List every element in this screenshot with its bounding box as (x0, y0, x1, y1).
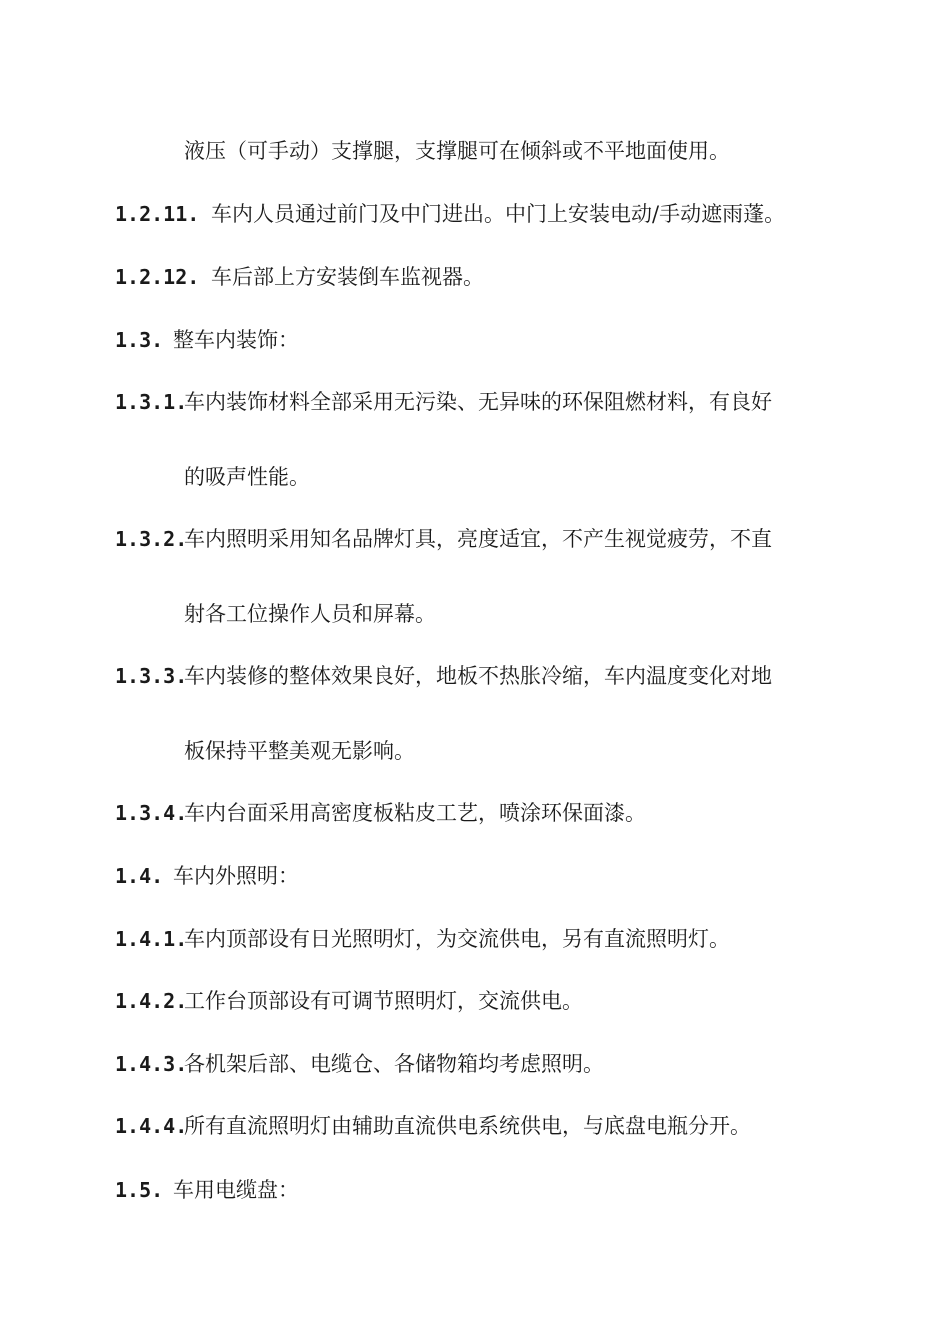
clause-number: 1.4.2. (115, 989, 188, 1013)
clause-1-3-4 (115, 798, 646, 828)
section-heading-1-3 (115, 325, 299, 355)
line-text: 的吸声性能。 (184, 465, 310, 489)
clause-1-3-3 (115, 661, 772, 691)
clause-number: 1.4.3. (115, 1052, 188, 1076)
clause-1-4-2 (115, 986, 583, 1016)
clause-number: 1.3.2. (115, 527, 188, 551)
paragraph-continuation (184, 736, 415, 766)
clause-number: 1.2.11. (115, 202, 200, 226)
clause-number: 1.3.1. (115, 390, 188, 414)
clause-1-2-12 (115, 262, 484, 292)
line-text: 液压（可手动）支撑腿，支撑腿可在倾斜或不平地面使用。 (184, 139, 730, 163)
clause-1-2-11 (115, 199, 785, 229)
line-text: 所有直流照明灯由辅助直流供电系统供电，与底盘电瓶分开。 (184, 1114, 751, 1138)
section-title: 整车内装饰： (173, 328, 299, 352)
line-text: 射各工位操作人员和屏幕。 (184, 602, 436, 626)
paragraph-continuation (184, 599, 436, 629)
section-title: 车用电缆盘： (173, 1178, 299, 1202)
line-text: 车内顶部设有日光照明灯，为交流供电，另有直流照明灯。 (184, 927, 730, 951)
clause-1-4-4 (115, 1111, 751, 1141)
paragraph-continuation (184, 136, 730, 166)
clause-1-4-3 (115, 1049, 604, 1079)
clause-number: 1.4.4. (115, 1114, 188, 1138)
line-text: 车内照明采用知名品牌灯具，亮度适宜，不产生视觉疲劳，不直 (184, 527, 772, 551)
line-text: 车内台面采用高密度板粘皮工艺，喷涂环保面漆。 (184, 801, 646, 825)
line-text: 板保持平整美观无影响。 (184, 739, 415, 763)
line-text: 车内装饰材料全部采用无污染、无异味的环保阻燃材料，有良好 (184, 390, 772, 414)
section-number: 1.5. (115, 1178, 164, 1202)
clause-1-3-2 (115, 524, 772, 554)
clause-1-4-1 (115, 924, 730, 954)
clause-1-3-1 (115, 387, 772, 417)
section-number: 1.4. (115, 864, 164, 888)
clause-number: 1.3.3. (115, 664, 188, 688)
line-text: 各机架后部、电缆仓、各储物箱均考虑照明。 (184, 1052, 604, 1076)
clause-number: 1.4.1. (115, 927, 188, 951)
section-heading-1-5 (115, 1175, 299, 1205)
line-text: 车内人员通过前门及中门进出。中门上安装电动/手动遮雨蓬。 (211, 202, 786, 226)
section-heading-1-4 (115, 861, 299, 891)
line-text: 车内装修的整体效果良好，地板不热胀冷缩，车内温度变化对地 (184, 664, 772, 688)
clause-number: 1.3.4. (115, 801, 188, 825)
line-text: 车后部上方安装倒车监视器。 (211, 265, 484, 289)
section-number: 1.3. (115, 328, 164, 352)
paragraph-continuation (184, 462, 310, 492)
clause-number: 1.2.12. (115, 265, 200, 289)
section-title: 车内外照明： (173, 864, 299, 888)
line-text: 工作台顶部设有可调节照明灯，交流供电。 (184, 989, 583, 1013)
